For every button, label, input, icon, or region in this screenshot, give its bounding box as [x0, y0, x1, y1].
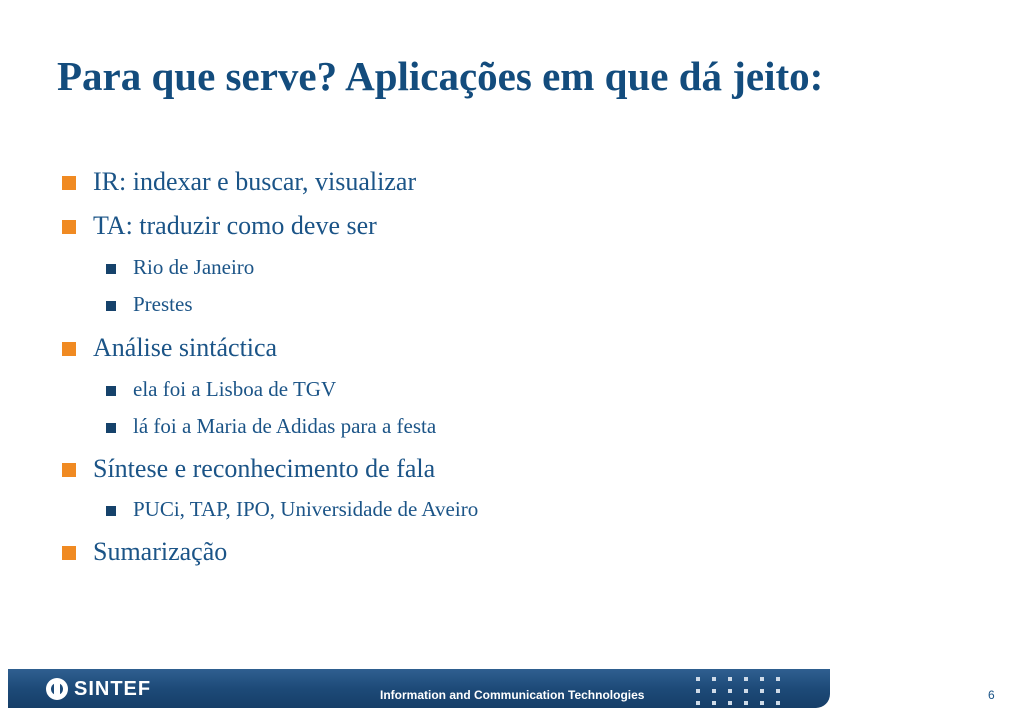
- logo-text: SINTEF: [74, 678, 152, 700]
- square-bullet-icon: [62, 342, 76, 356]
- sub-bullet-item: [106, 497, 479, 522]
- sub-bullet-item: [106, 255, 255, 280]
- bullet-text: Análise sintáctica: [93, 333, 278, 362]
- sub-bullet-item: [106, 377, 337, 402]
- sub-bullet-text: Prestes: [133, 292, 193, 316]
- square-bullet-icon: [106, 423, 116, 433]
- sub-bullet-text: ela foi a Lisboa de TGV: [133, 377, 337, 401]
- bullet-item: [62, 454, 436, 484]
- square-bullet-icon: [62, 220, 76, 234]
- slide-footer: [0, 669, 1023, 708]
- bullet-text: TA: traduzir como deve ser: [93, 211, 377, 240]
- sub-bullet-item: [106, 414, 437, 439]
- dot-pattern: [694, 675, 794, 705]
- bullet-item: [62, 537, 228, 567]
- square-bullet-icon: [62, 546, 76, 560]
- bullet-item: [62, 211, 377, 241]
- sub-bullet-item: [106, 292, 193, 317]
- square-bullet-icon: [106, 506, 116, 516]
- square-bullet-icon: [106, 301, 116, 311]
- bullet-item: [62, 167, 417, 197]
- square-bullet-icon: [106, 386, 116, 396]
- footer-bar: [8, 669, 830, 708]
- bullet-text: Sumarização: [93, 537, 228, 566]
- bullet-text: Síntese e reconhecimento de fala: [93, 454, 436, 483]
- square-bullet-icon: [106, 264, 116, 274]
- sintef-logo-icon: [46, 678, 68, 700]
- sub-bullet-text: lá foi a Maria de Adidas para a festa: [133, 414, 437, 438]
- bullet-text: IR: indexar e buscar, visualizar: [93, 167, 417, 196]
- square-bullet-icon: [62, 176, 76, 190]
- square-bullet-icon: [62, 463, 76, 477]
- bullet-item: [62, 333, 278, 363]
- page-number: 6: [988, 688, 995, 702]
- sub-bullet-text: Rio de Janeiro: [133, 255, 255, 279]
- sub-bullet-text: PUCi, TAP, IPO, Universidade de Aveiro: [133, 497, 479, 521]
- sintef-logo: [46, 678, 186, 700]
- department-name: Information and Communication Technologies: [380, 688, 645, 702]
- slide-title: Para que serve? Aplicações em que dá jeito:: [57, 53, 824, 99]
